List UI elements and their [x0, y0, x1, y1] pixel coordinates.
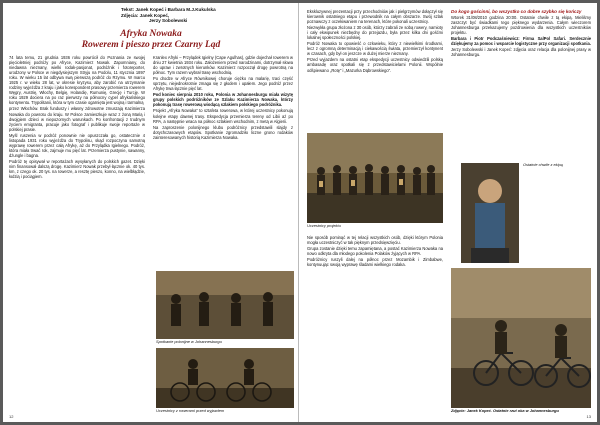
left-column-2 — [153, 55, 293, 265]
group-photo-image — [307, 133, 443, 223]
left-col1-para: Myśl ruszenia w podróż ponownie nie opuszczała go, ostatecznie 4 listopada 1931 roku wyjeżdża do Trypolisu, skąd rozpoczyna samotną wyprawę rowerem przez całą Afrykę, aż do Przylądka Igielnego. Podróż, która miała trwać rok, zajmuje mu pięć lat. Przemierza pustynie, sawanny, dżungle i bagna. — [9, 132, 145, 158]
right-col3-para: Podróżnicy ruszyli dalej na północ przez Mozambik i Zimbabwe, kontynuując swoją wyprawę śladami wielkiego rodaka. — [307, 257, 443, 268]
right-section-heading: Do kogo gościnni, bo wszystko co dobre szybko się kończy — [451, 9, 582, 14]
right-col1-para: Niezwykła grupa złożona z 30 osób, którzy zabrali ze sobą rowery, namioty i cały ekwipunek niezbędny do przejazdu, była przez kilka dni gośćmi lokalnej społeczności polskiej. — [307, 25, 443, 41]
right-col2-para: Barbara i Piotr Podczaśniewicz: Firma SalPol Safari. Serdecznie dziękujemy za pomoc i wsparcie logistyczne przy organizacji spotkania. — [451, 36, 591, 47]
article-title-line2: Rowerem i pieszo przez Czarny Ląd — [81, 40, 221, 50]
left-col1-para: przez Włochów. Brak funduszy i własny zdrowotne zmuszają Kazimierza Nowaka do powrotu do kraju. W Polsce zamieszkuje wraz z żoną Marią i dwojgiem dzieci w niepozornych warunkach. Po konfrontacji z trudnym życiem emigranta, pracuje jako fotograf i publikuje swoje reportaże w polskiej prasie. — [9, 106, 145, 132]
right-page-number: 13 — [586, 414, 591, 419]
cyclists-photo-caption: Zdjęcie: Janek Kopeć. Ostatnie rzut oka w Johannesburgu — [451, 408, 559, 413]
left-bikes-photo-image — [156, 348, 294, 408]
portrait-photo — [461, 163, 519, 263]
right-col1-para: Przed wyjazdem na ostatni etap ekspedycji uczestnicy odwiedzili polską ambasadę oraz spotkali się z przedstawicielami Polonii. Wspólnie odśpiewano „Rotę” i „Mazurka Dąbrowskiego”. — [307, 57, 443, 73]
magazine-spread — [3, 3, 597, 422]
left-col2-para: Kranlex Afryki – Przylądek Igielny (Cape Agulhas), gdzie dojechał rowerem w dniu 27 kwietnia 1934 roku. Założeniem przed narodzinami, dotrzymał słowa do upraw i zwrotnych kierunków. Kazimierz rozpoczął drogę powrotną na północ. Tym razem wybrał trasę wschodnią. — [153, 55, 293, 76]
group-photo — [307, 133, 443, 223]
left-col2-para: Projekt „Afryka Nowaka” to sztafeta rowerowa, w której uczestnicy pokonują kolejne etapy dawnej trasy. Ekspedycja przemierza tereny od Libii aż po RPA, a następnie wraca na północ szlakiem wschodnim, z metą w Algierii. — [153, 108, 293, 124]
right-col3-para: Nie sposób pominąć w tej relacji wszystkich osób, dzięki którym Polonia mogła uczestniczyć w tak pięknym przedsięwzięciu. — [307, 235, 443, 246]
left-meeting-photo — [156, 271, 294, 339]
left-col2-para: Na zaproszenie polonijnego klubu podróżnicy przedstawili slajdy z dotychczasowych etapów. Spotkanie zgromadziło liczne grono rodaków zainteresowanych historią Kazimierza Nowaka. — [153, 124, 293, 140]
left-bikes-photo — [156, 348, 294, 408]
credits-photos-line: Zdjęcia: Janek Kopeć, — [121, 12, 170, 18]
right-col1-para: Ekskluzywnej prezentacji przy przechodniów jak i pielgrzymów dołączył się kierownik ostatniego etapu i przewodnik na całym obszarze. Swój szlak poznawczy z oczekiwaniem na terenach, które pokonali uczestnicy. — [307, 9, 443, 25]
article-credits — [121, 7, 293, 24]
right-col3-para: Grupa zostanie dzięki temu zapamiętana, a postać Kazimierza Nowaka na nowo odkryta dla młodego pokolenia Polaków żyjących w RPA. — [307, 246, 443, 257]
article-title — [3, 29, 299, 51]
right-column-2 — [451, 9, 591, 159]
portrait-photo-caption: Ostatnie chwile z ekipą — [523, 162, 563, 167]
portrait-photo-image — [461, 163, 519, 263]
credits-photos-line2: Jerzy Sobolewski — [149, 18, 188, 24]
right-column-1 — [307, 9, 443, 129]
left-col1-para: Podróż tę opisywał w reportażach wysyłanych do polskich gazet. Dzięki nim finansował dalszą drogę. Kazimierz Nowak przebył łącznie ok. 40 tys. km, z czego ok. 20 tys. na rowerze, a resztę pieszo, konno, na wielbłądzie, łodzią i pociągiem. — [9, 158, 145, 180]
left-col2-para: Pod koniec sierpnia 2010 roku, Polonia w Johannesburgu miała wizytę grupy polskich podróżników ze Szlaku Kazimierza Nowaka, którzy pokonują trasę rowerową wiodącą szlakiem polskiego podróżnika. — [153, 92, 293, 108]
cyclists-photo-image — [451, 268, 591, 408]
left-column-1 — [9, 55, 145, 405]
left-col2-para: Po drodze w Afryce Równikowej choruje ciężko na malarię, traci część sprzętu, niejednokrotnie zmaga się z głodem i upałem. Jego podróż przez Afrykę trwa łącznie pięć lat. — [153, 76, 293, 92]
article-title-line1: Afryka Nowaka — [120, 29, 182, 39]
left-col1-para: 74 lata temu, 21 grudnia 1936 roku powrócił do Poznania ze swojej pięcioletniej podróży po Afryce, Kazimierz Nowak. Zapomniany, do niedawna nieznany, wielki rodak-pasjonat, podróżnik i fotoreporter, urodzony w Polsce w niegdysiejszym Stryju na Podolu, 11 stycznia 1897 roku. W wieku 15 lat odbywa swą pierwszą podróż do Rzymu. W marcu 1925 r. w wieku 28 lat, w okresie kryzysu, aby zarobić na utrzymanie rodziny wyjeżdża z kraju i jako korespondent prasowy przemierza rowerem Węgry, Austrię, Włochy, Belgię, Holandię, Rumunię, Grecję i Turcję. W roku 1929 dociera na po raz pierwszy na północny cypel afrykańskiego kontynentu. Trypolitanii, która w tym czasie ogarnięta jest wojną i tarmalną — [9, 55, 145, 106]
left-bikes-photo-caption: Uczestnicy z rowerami przed wyjazdem — [156, 408, 225, 413]
right-page — [301, 3, 597, 422]
right-col2-para: Wtorek 31/08/2010 godzina 20:00. Ostatnie chwile z tą ekipą. Mieliśmy zaszczyt być świadkami tego pięknego wydarzenia. Całym wieczorem Johannesburga przekazujemy pozdrowienia dla wszystkich uczestników projektu. — [451, 15, 591, 36]
right-col1-para: Podróż Nowaka to opowieść o człowieku, który z niewielkimi środkami, lecz z ogromną determinacją i ciekawością świata, przemierzył kontynent w czasach, gdy był on jeszcze w dużej mierze nieznany. — [307, 41, 443, 57]
group-photo-caption: Uczestnicy projektu — [307, 223, 341, 228]
left-meeting-photo-image — [156, 271, 294, 339]
credits-text-line: Tekst: Janek Kopeć i Barbara M.J.Kukulska — [121, 7, 216, 12]
left-meeting-photo-caption: Spotkanie polonijne w Johannesburgu — [156, 339, 222, 344]
right-column-3 — [307, 235, 443, 410]
right-col2-para: Jerzy Sobolewski i Janek Kopeć: zdjęcia oraz relacja dla polonijnej prasy w Johannesburgu. — [451, 47, 591, 58]
cyclists-photo — [451, 268, 591, 408]
left-page-number: 12 — [9, 414, 14, 419]
